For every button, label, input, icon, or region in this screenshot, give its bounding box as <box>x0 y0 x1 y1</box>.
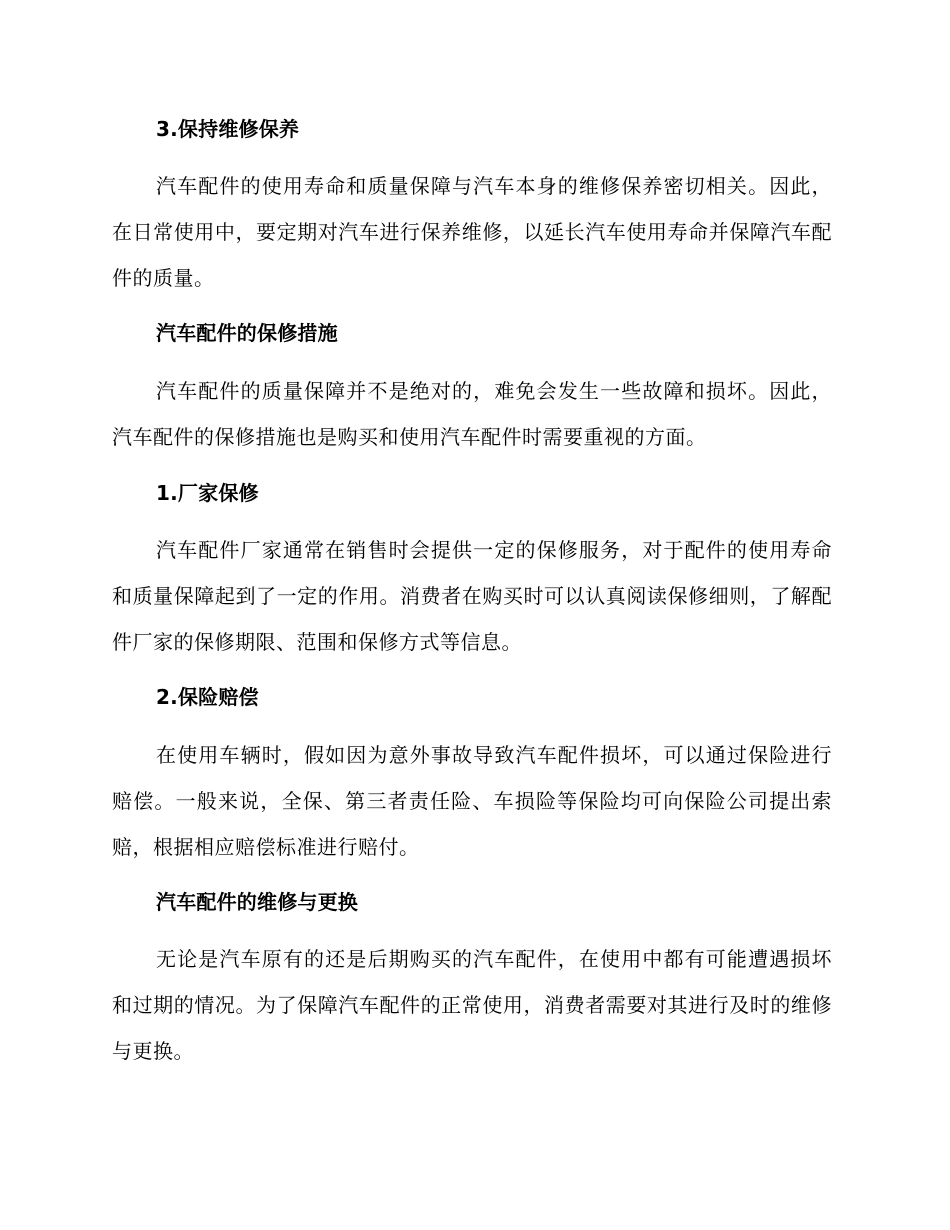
paragraph-repair-replacement: 无论是汽车原有的还是后期购买的汽车配件，在使用中都有可能遭遇损坏和过期的情况。为了保障汽车配件的正常使用，消费者需要对其进行及时的维修与更换。 <box>112 947 832 1063</box>
paragraph-manufacturer-warranty: 汽车配件厂家通常在销售时会提供一定的保修服务，对于配件的使用寿命和质量保障起到了一定的作用。消费者在购买时可以认真阅读保修细则，了解配件厂家的保修期限、范围和保修方式等信息。 <box>112 538 832 654</box>
section-heading-warranty-measures: 汽车配件的保修措施 <box>156 321 338 345</box>
section-heading-maintenance: 3.保持维修保养 <box>156 117 300 141</box>
paragraph-insurance: 在使用车辆时，假如因为意外事故导致汽车配件损坏，可以通过保险进行赔偿。一般来说，全保、第三者责任险、车损险等保险均可向保险公司提出索赔，根据相应赔偿标准进行赔付。 <box>112 743 832 859</box>
section-heading-insurance: 2.保险赔偿 <box>156 685 259 709</box>
paragraph-maintenance: 汽车配件的使用寿命和质量保障与汽车本身的维修保养密切相关。因此，在日常使用中，要定期对汽车进行保养维修，以延长汽车使用寿命并保障汽车配件的质量。 <box>112 174 832 290</box>
section-heading-manufacturer-warranty: 1.厂家保修 <box>156 481 259 505</box>
section-heading-repair-replacement: 汽车配件的维修与更换 <box>156 890 358 914</box>
paragraph-warranty-measures: 汽车配件的质量保障并不是绝对的，难免会发生一些故障和损坏。因此，汽车配件的保修措施也是购买和使用汽车配件时需要重视的方面。 <box>112 379 832 449</box>
